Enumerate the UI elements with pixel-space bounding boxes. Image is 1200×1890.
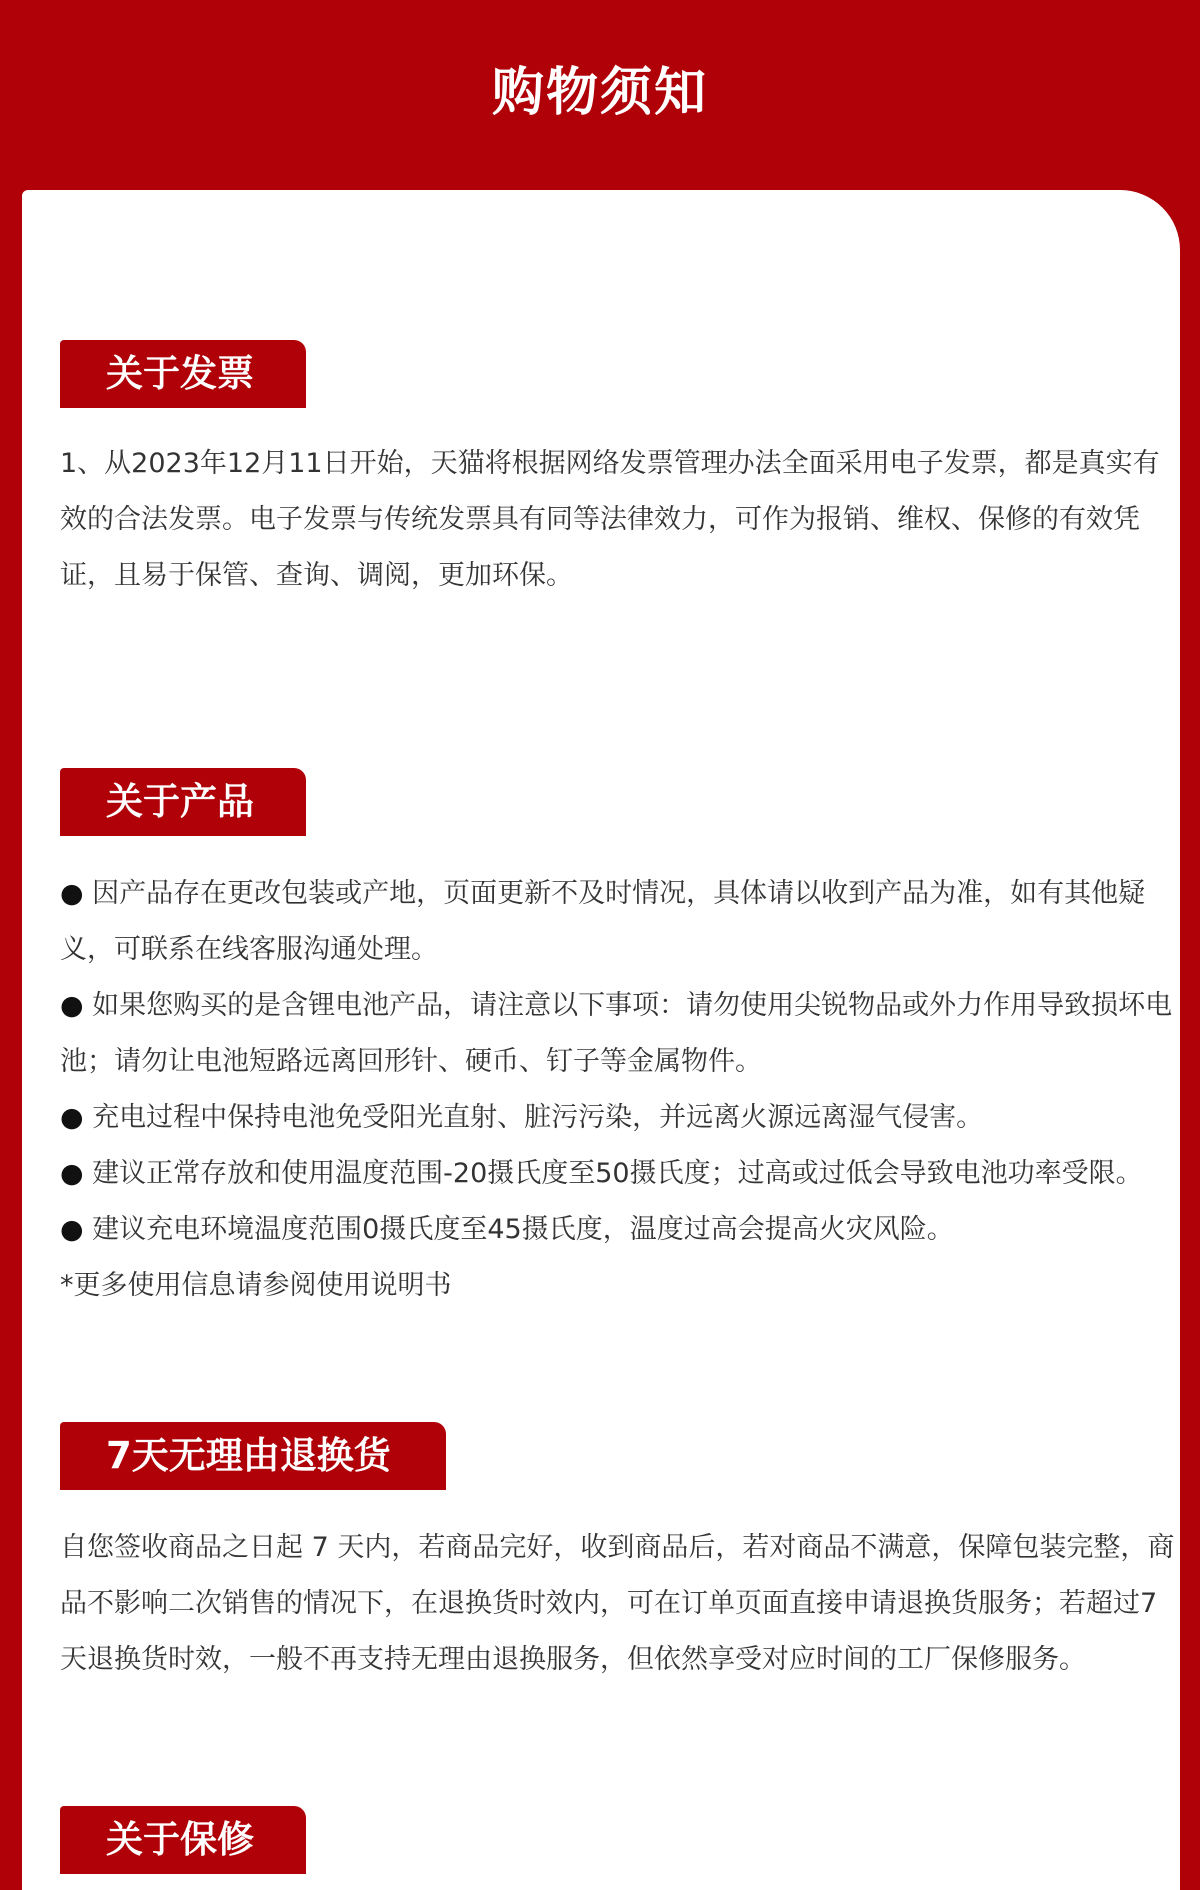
- notice-card: [22, 190, 1180, 1890]
- section-body-product: [60, 866, 1180, 1314]
- section-body-invoice: [60, 436, 1180, 604]
- page-title: 购物须知: [491, 63, 708, 123]
- product-item: ● 如果您购买的是含锂电池产品，请注意以下事项：请勿使用尖锐物品或外力作用导致损坏电池；请勿让电池短路远离回形针、硬币、钉子等金属物件。: [60, 978, 1180, 1090]
- section-heading-invoice: 关于发票: [60, 340, 306, 408]
- returns-text: 自您签收商品之日起 7 天内，若商品完好，收到商品后，若对商品不满意，保障包装完整，商品不影响二次销售的情况下，在退换货时效内，可在订单页面直接申请退换货服务；若超过7天退换货时效，一般不再支持无理由退换服务，但依然享受对应时间的工厂保修服务。: [60, 1532, 1175, 1675]
- invoice-text: 1、从2023年12月11日开始，天猫将根据网络发票管理办法全面采用电子发票，都是真实有效的合法发票。电子发票与传统发票具有同等法律效力，可作为报销、维权、保修的有效凭证，且易于保管、查询、调阅，更加环保。: [60, 448, 1160, 591]
- product-item: ● 充电过程中保持电池免受阳光直射、脏污污染，并远离火源远离湿气侵害。: [60, 1090, 1180, 1146]
- product-item: ● 建议正常存放和使用温度范围-20摄氏度至50摄氏度；过高或过低会导致电池功率受限。: [60, 1146, 1180, 1202]
- product-note: *更多使用信息请参阅使用说明书: [60, 1270, 452, 1301]
- section-heading-product: 关于产品: [60, 768, 306, 836]
- product-item: ● 因产品存在更改包装或产地，页面更新不及时情况，具体请以收到产品为准，如有其他疑义，可联系在线客服沟通处理。: [60, 866, 1180, 978]
- section-body-returns: [60, 1520, 1180, 1688]
- section-heading-returns: 7天无理由退换货: [60, 1422, 446, 1490]
- product-item: ● 建议充电环境温度范围0摄氏度至45摄氏度，温度过高会提高火灾风险。: [60, 1202, 1180, 1258]
- section-heading-warranty: 关于保修: [60, 1806, 306, 1874]
